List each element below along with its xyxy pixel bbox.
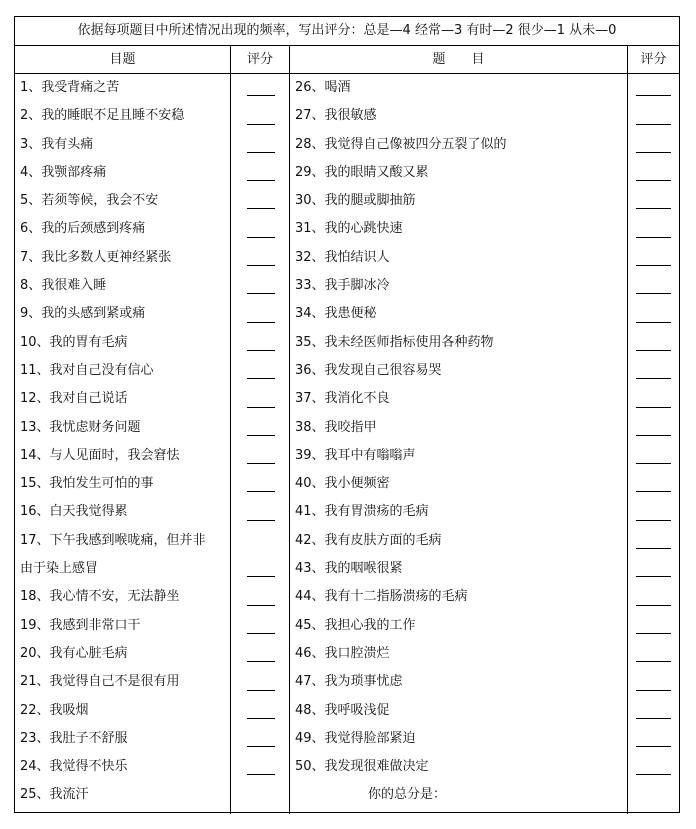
score-cell xyxy=(231,612,289,640)
score-blank[interactable] xyxy=(247,237,275,238)
questionnaire-form xyxy=(14,16,680,813)
question-item: 19、我感到非常口干 xyxy=(20,617,141,633)
score-cell xyxy=(628,498,679,526)
score-cell xyxy=(231,753,289,781)
left-items-column xyxy=(15,74,231,814)
score-blank[interactable] xyxy=(247,350,275,351)
question-item: 15、我怕发生可怕的事 xyxy=(20,476,154,492)
question-item: 5、若须等候，我会不安 xyxy=(20,193,159,209)
header-item-right: 题 目 xyxy=(290,46,628,73)
question-item: 31、我的心跳快速 xyxy=(295,221,403,237)
score-cell xyxy=(628,385,679,413)
score-blank[interactable] xyxy=(636,95,671,96)
question-item: 24、我觉得不快乐 xyxy=(20,759,128,775)
score-cell xyxy=(628,640,679,668)
left-score-column xyxy=(231,74,290,814)
right-score-column xyxy=(628,74,679,814)
score-cell xyxy=(628,668,679,696)
table-header xyxy=(15,46,679,74)
score-blank[interactable] xyxy=(247,378,275,379)
score-cell xyxy=(231,187,289,215)
header-score-right: 评分 xyxy=(640,52,667,67)
score-blank[interactable] xyxy=(636,322,671,323)
question-item: 28、我觉得自己像被四分五裂了似的 xyxy=(295,136,507,152)
score-cell xyxy=(628,215,679,243)
score-blank[interactable] xyxy=(247,180,275,181)
question-item: 35、我未经医师指标使用各种药物 xyxy=(295,334,494,350)
score-blank[interactable] xyxy=(636,774,671,775)
score-cell xyxy=(231,527,289,555)
question-item: 17、下午我感到喉咙痛，但并非 xyxy=(20,532,206,548)
score-blank[interactable] xyxy=(636,576,671,577)
score-blank[interactable] xyxy=(247,152,275,153)
question-item: 20、我有心脏毛病 xyxy=(20,645,128,661)
score-blank[interactable] xyxy=(247,661,275,662)
question-item: 12、我对自己说话 xyxy=(20,391,128,407)
question-item: 47、我为琐事忧虑 xyxy=(295,674,403,690)
score-cell xyxy=(231,781,289,809)
question-item: 27、我很敏感 xyxy=(295,108,377,124)
question-item: 由于染上感冒 xyxy=(20,561,99,577)
score-cell xyxy=(628,272,679,300)
score-cell xyxy=(231,244,289,272)
score-blank[interactable] xyxy=(247,718,275,719)
score-cell xyxy=(231,470,289,498)
question-item: 4、我颚部疼痛 xyxy=(20,164,107,180)
question-item: 21、我觉得自己不是很有用 xyxy=(20,674,180,690)
question-item: 2、我的睡眠不足且睡不安稳 xyxy=(20,108,185,124)
question-item: 49、我觉得脸部紧迫 xyxy=(295,730,416,746)
score-blank[interactable] xyxy=(636,293,671,294)
score-cell xyxy=(231,272,289,300)
score-blank[interactable] xyxy=(636,152,671,153)
header-item-left: 目题 xyxy=(15,46,231,73)
score-cell xyxy=(231,102,289,130)
score-cell xyxy=(628,527,679,555)
score-cell xyxy=(231,329,289,357)
score-blank[interactable] xyxy=(247,520,275,521)
question-item: 26、喝酒 xyxy=(295,80,351,95)
score-cell xyxy=(628,159,679,187)
score-blank[interactable] xyxy=(247,491,275,492)
score-cell xyxy=(628,300,679,328)
score-blank[interactable] xyxy=(636,407,671,408)
score-cell xyxy=(628,725,679,753)
question-item: 39、我耳中有嗡嗡声 xyxy=(295,447,416,463)
question-item: 36、我发现自己很容易哭 xyxy=(295,362,442,378)
score-blank[interactable] xyxy=(247,293,275,294)
score-cell xyxy=(231,697,289,725)
header-score-left: 评分 xyxy=(231,46,290,73)
score-blank[interactable] xyxy=(636,124,671,125)
question-item: 23、我肚子不舒服 xyxy=(20,730,128,746)
question-item: 14、与人见面时，我会窘怯 xyxy=(20,447,180,463)
score-cell xyxy=(628,753,679,781)
score-cell xyxy=(231,385,289,413)
score-blank[interactable] xyxy=(247,690,275,691)
score-blank[interactable] xyxy=(636,548,671,549)
question-item: 41、我有胃溃疡的毛病 xyxy=(295,504,429,520)
score-cell xyxy=(628,555,679,583)
score-cell xyxy=(628,187,679,215)
score-cell xyxy=(628,244,679,272)
question-item: 30、我的腿或脚抽筋 xyxy=(295,193,416,209)
score-cell xyxy=(628,470,679,498)
question-item: 3、我有头痛 xyxy=(20,136,94,152)
score-blank[interactable] xyxy=(636,690,671,691)
question-item: 22、我吸烟 xyxy=(20,702,89,718)
score-blank[interactable] xyxy=(636,661,671,662)
score-blank[interactable] xyxy=(636,237,671,238)
question-item: 7、我比多数人更神经紧张 xyxy=(20,249,172,265)
score-cell xyxy=(628,74,679,102)
score-blank[interactable] xyxy=(636,463,671,464)
score-blank[interactable] xyxy=(636,378,671,379)
table-body xyxy=(15,74,679,814)
score-blank[interactable] xyxy=(636,746,671,747)
score-blank[interactable] xyxy=(247,605,275,606)
question-item: 6、我的后颈感到疼痛 xyxy=(20,221,146,237)
score-cell xyxy=(231,583,289,611)
question-item: 1、我受背痛之苦 xyxy=(20,80,120,95)
score-blank[interactable] xyxy=(247,95,275,96)
score-cell xyxy=(231,74,289,102)
question-item: 40、我小便频密 xyxy=(295,476,390,492)
question-item: 16、白天我觉得累 xyxy=(20,504,128,520)
score-blank[interactable] xyxy=(247,576,275,577)
score-cell xyxy=(231,442,289,470)
score-blank[interactable] xyxy=(636,605,671,606)
question-item: 42、我有皮肤方面的毛病 xyxy=(295,532,442,548)
score-cell xyxy=(628,697,679,725)
score-cell xyxy=(231,640,289,668)
score-cell xyxy=(628,357,679,385)
question-item: 45、我担心我的工作 xyxy=(295,617,416,633)
score-blank[interactable] xyxy=(636,350,671,351)
score-cell xyxy=(231,300,289,328)
score-cell xyxy=(628,583,679,611)
score-cell xyxy=(628,414,679,442)
score-blank[interactable] xyxy=(636,520,671,521)
question-item: 46、我口腔溃烂 xyxy=(295,645,390,661)
score-cell xyxy=(628,781,679,809)
score-blank[interactable] xyxy=(247,322,275,323)
score-blank[interactable] xyxy=(636,633,671,634)
score-blank[interactable] xyxy=(247,746,275,747)
total-score-label: 你的总分是： xyxy=(368,787,447,803)
question-item: 13、我忧虑财务问题 xyxy=(20,419,141,435)
question-item: 44、我有十二指肠溃疡的毛病 xyxy=(295,589,468,605)
question-item: 8、我很难入睡 xyxy=(20,278,107,294)
score-cell xyxy=(231,357,289,385)
score-blank[interactable] xyxy=(247,407,275,408)
question-item: 38、我咬指甲 xyxy=(295,419,377,435)
score-blank[interactable] xyxy=(636,491,671,492)
score-blank[interactable] xyxy=(247,265,275,266)
score-blank[interactable] xyxy=(636,180,671,181)
score-blank[interactable] xyxy=(247,463,275,464)
score-blank[interactable] xyxy=(247,124,275,125)
question-item: 43、我的咽喉很紧 xyxy=(295,561,403,577)
question-item: 37、我消化不良 xyxy=(295,391,390,407)
question-item: 29、我的眼睛又酸又累 xyxy=(295,164,429,180)
question-item: 11、我对自己没有信心 xyxy=(20,362,154,378)
question-item: 25、我流汗 xyxy=(20,787,89,803)
question-item: 18、我心情不安，无法静坐 xyxy=(20,589,180,605)
question-item: 48、我呼吸浅促 xyxy=(295,702,390,718)
instruction-text: 依据每项题目中所述情况出现的频率，写出评分：总是—4 经常—3 有时—2 很少—1 从未—0 xyxy=(15,17,679,46)
score-blank[interactable] xyxy=(636,435,671,436)
question-item: 33、我手脚冰冷 xyxy=(295,278,390,294)
score-cell xyxy=(231,668,289,696)
question-item: 34、我患便秘 xyxy=(295,306,377,322)
score-cell xyxy=(231,498,289,526)
score-cell xyxy=(231,159,289,187)
score-cell xyxy=(628,442,679,470)
score-cell xyxy=(628,102,679,130)
question-item: 50、我发现很难做决定 xyxy=(295,759,429,775)
question-item: 9、我的头感到紧或痛 xyxy=(20,306,146,322)
score-cell xyxy=(628,131,679,159)
score-cell xyxy=(628,329,679,357)
score-blank[interactable] xyxy=(247,208,275,209)
question-item: 32、我怕结识人 xyxy=(295,249,390,265)
score-blank[interactable] xyxy=(247,774,275,775)
question-item: 10、我的胃有毛病 xyxy=(20,334,128,350)
score-blank[interactable] xyxy=(636,265,671,266)
score-cell xyxy=(231,215,289,243)
score-blank[interactable] xyxy=(636,718,671,719)
score-blank[interactable] xyxy=(636,208,671,209)
score-cell xyxy=(231,725,289,753)
score-cell xyxy=(231,555,289,583)
score-blank[interactable] xyxy=(247,633,275,634)
score-cell xyxy=(628,612,679,640)
score-blank[interactable] xyxy=(247,435,275,436)
score-cell xyxy=(231,131,289,159)
right-items-column xyxy=(290,74,628,814)
score-cell xyxy=(231,414,289,442)
